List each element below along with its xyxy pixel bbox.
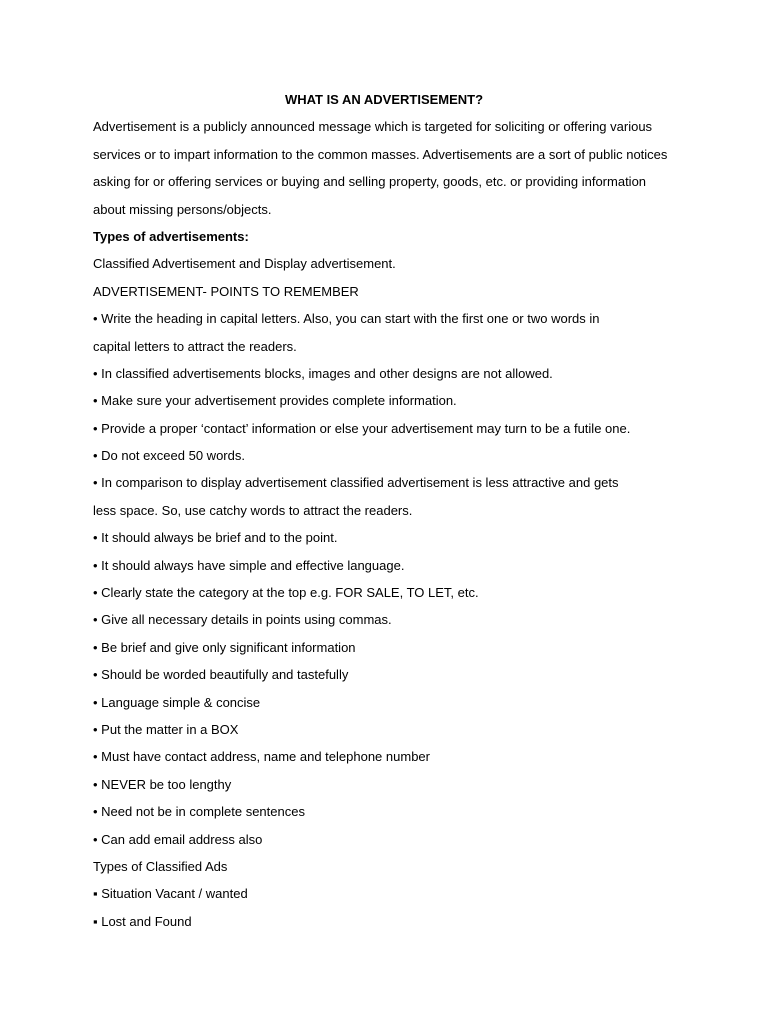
point-line: • Do not exceed 50 words.	[93, 448, 245, 464]
point-line: • Be brief and give only significant information	[93, 639, 356, 655]
classified-heading: Types of Classified Ads	[93, 858, 228, 874]
point-line: • It should always be brief and to the point.	[93, 530, 338, 546]
types-heading: Types of advertisements:	[93, 228, 249, 244]
intro-line: Advertisement is a publicly announced message which is targeted for soliciting or offering various	[93, 119, 653, 135]
point-line: • Can add email address also	[93, 831, 263, 847]
point-line: • NEVER be too lengthy	[93, 776, 232, 792]
types-text: Classified Advertisement and Display advertisement.	[93, 256, 396, 272]
intro-line: about missing persons/objects.	[93, 201, 272, 217]
point-line: • Language simple & concise	[93, 694, 261, 710]
point-line: capital letters to attract the readers.	[93, 338, 297, 354]
point-line: • Make sure your advertisement provides complete information.	[93, 393, 457, 409]
point-line: • Need not be in complete sentences	[93, 804, 305, 820]
point-line: • Clearly state the category at the top e.g. FOR SALE, TO LET, etc.	[93, 585, 479, 601]
document-body	[93, 86, 693, 935]
point-line: • Should be worded beautifully and tastefully	[93, 667, 349, 683]
document-title: WHAT IS AN ADVERTISEMENT?	[284, 92, 484, 107]
point-line: • It should always have simple and effective language.	[93, 557, 405, 573]
points-heading: ADVERTISEMENT- POINTS TO REMEMBER	[93, 283, 359, 299]
point-line: • In classified advertisements blocks, images and other designs are not allowed.	[93, 365, 553, 381]
intro-line: services or to impart information to the common masses. Advertisements are a sort of public notices	[93, 146, 668, 162]
point-line: • Write the heading in capital letters. Also, you can start with the first one or two words in	[93, 311, 600, 327]
intro-line: asking for or offering services or buying and selling property, goods, etc. or providing information	[93, 174, 647, 190]
point-line: • In comparison to display advertisement classified advertisement is less attractive and gets	[93, 475, 619, 491]
point-line: • Give all necessary details in points using commas.	[93, 612, 392, 628]
point-line: • Must have contact address, name and telephone number	[93, 749, 430, 765]
point-line: less space. So, use catchy words to attract the readers.	[93, 502, 413, 518]
classified-type-item: ▪ Situation Vacant / wanted	[93, 886, 248, 902]
point-line: • Put the matter in a BOX	[93, 721, 239, 737]
point-line: • Provide a proper ‘contact’ information or else your advertisement may turn to be a futile one.	[93, 420, 631, 436]
classified-type-item: ▪ Lost and Found	[93, 913, 192, 929]
